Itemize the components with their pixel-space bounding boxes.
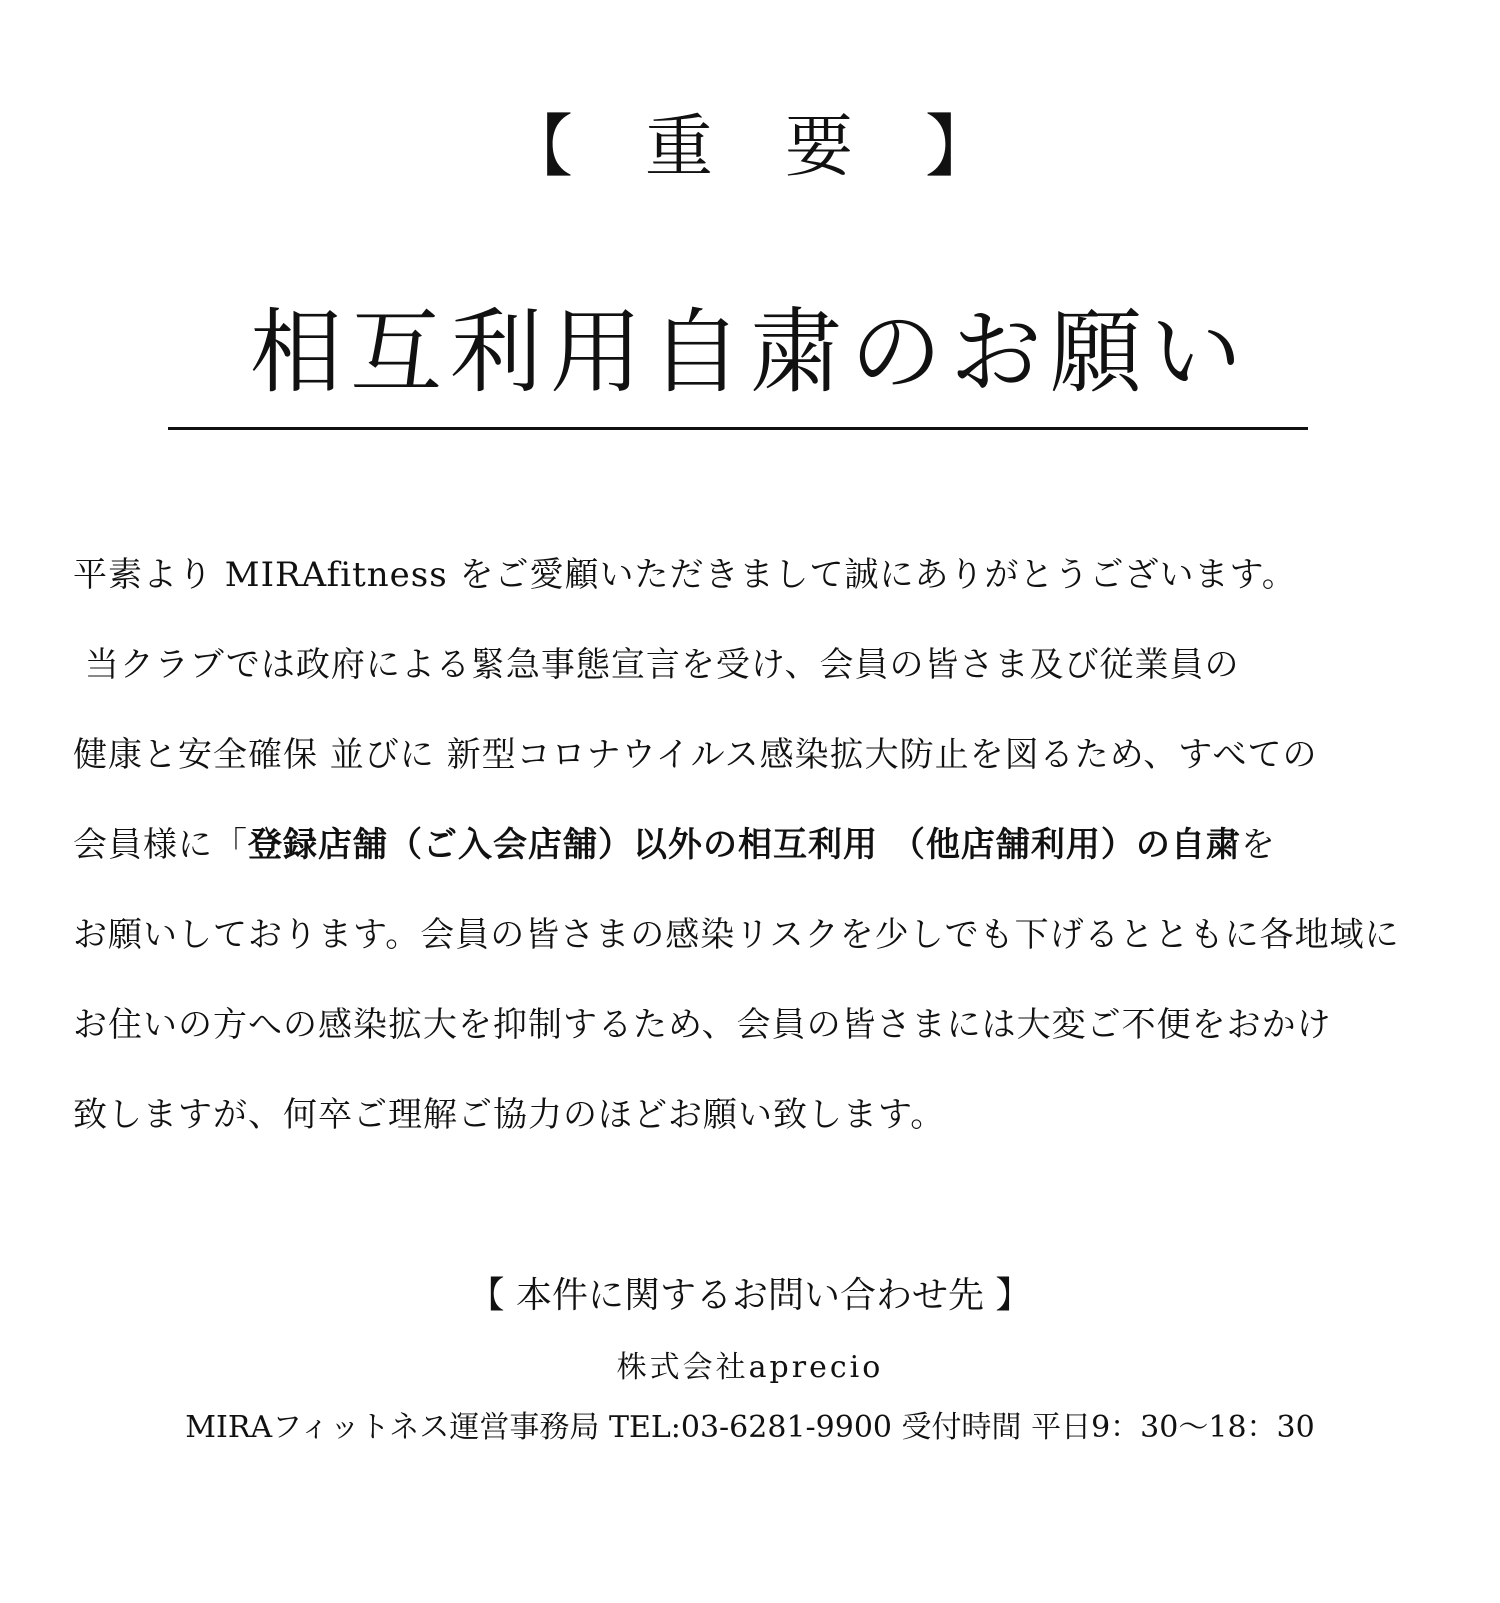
body-line-3: 健康と安全確保 並びに 新型コロナウイルス感染拡大防止を図るため、すべての [73,735,1318,775]
notice-body [73,530,1473,1160]
contact-heading: 【 本件に関するお問い合わせ先 】 [468,1275,1032,1316]
body-line-4-prefix: 会員様に「 [73,825,248,865]
body-line-5: お願いしております。会員の皆さまの感染リスクを少しでも下げるとともに各地域に [73,915,1400,955]
body-line-2: 当クラブでは政府による緊急事態宣言を受け、会員の皆さま及び従業員の [73,645,1240,685]
body-line-6: お住いの方への感染拡大を抑制するため、会員の皆さまには大変ご不便をおかけ [73,1005,1332,1045]
body-line-4 [73,800,1473,890]
title-underline [168,427,1308,430]
emphasis-request: 登録店舗（ご入会店舗）以外の相互利用 （他店舗利用）の自粛 [248,825,1241,865]
body-line-1: 平素より MIRAfitness をご愛顧いただきまして誠にありがとうございます。 [73,555,1297,595]
body-line-7: 致しますが、何卒ご理解ご協力のほどお願い致します。 [73,1095,946,1135]
body-line-4-suffix: を [1240,825,1276,865]
contact-details: MIRAフィットネス運営事務局 TEL:03-6281-9900 受付時間 平日9：30〜18：30 [185,1410,1315,1445]
company-name: 株式会社aprecio [616,1350,884,1385]
page-title: 相互利用自粛のお願い [249,299,1250,406]
important-label: 【 重 要 】 [504,108,995,187]
